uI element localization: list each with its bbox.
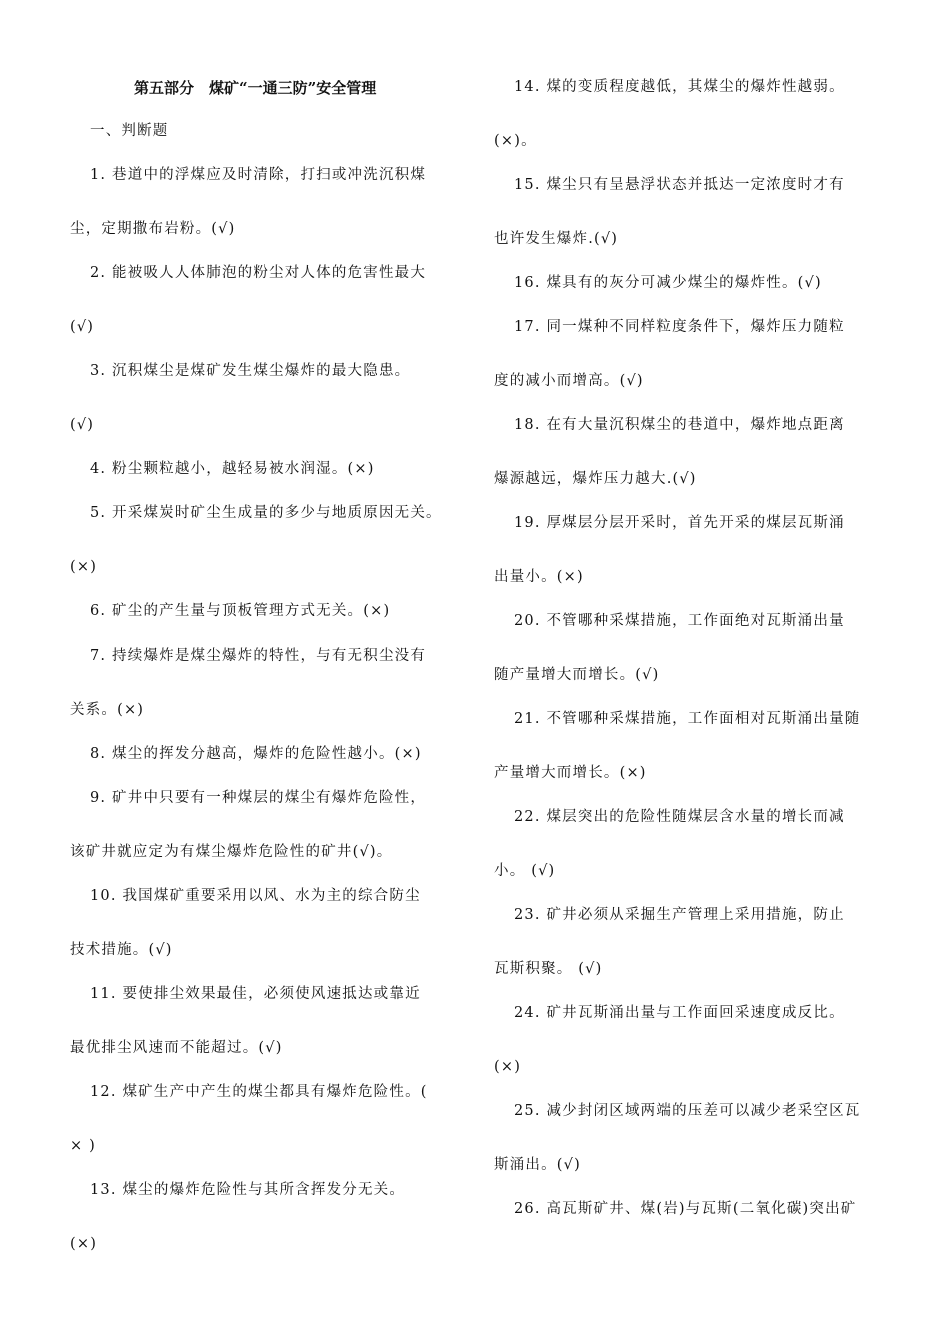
text-line: 关系。(×) (70, 702, 145, 718)
text-line: 6. 矿尘的产生量与顶板管理方式无关。(×) (90, 603, 391, 619)
text-line: (×) (70, 559, 98, 575)
text-line: 爆源越远，爆炸压力越大.(√) (494, 471, 697, 487)
text-line: 9. 矿井中只要有一种煤层的煤尘有爆炸危险性， (90, 790, 427, 806)
section-title: 第五部分 煤矿“一通三防”安全管理 (134, 79, 377, 97)
text-line: 15. 煤尘只有呈悬浮状态并抵达一定浓度时才有 (514, 177, 845, 193)
text-line: 21. 不管哪种采煤措施，工作面相对瓦斯涌出量随 (514, 711, 861, 727)
text-line: (√) (70, 417, 95, 433)
text-line: 技术措施。(√) (70, 942, 173, 958)
text-line: 瓦斯积聚。 (√) (494, 961, 603, 977)
text-line: 26. 高瓦斯矿井、煤(岩)与瓦斯(二氧化碳)突出矿 (514, 1201, 857, 1217)
text-line: 20. 不管哪种采煤措施，工作面绝对瓦斯涌出量 (514, 613, 845, 629)
text-line: 1. 巷道中的浮煤应及时清除，打扫或冲洗沉积煤 (90, 167, 427, 183)
text-line: × ) (70, 1138, 97, 1154)
text-line: (×)。 (494, 133, 537, 149)
text-line: 12. 煤矿生产中产生的煤尘都具有爆炸危险性。( (90, 1084, 428, 1100)
text-line: 23. 矿井必须从采掘生产管理上采用措施，防止 (514, 907, 845, 923)
text-line: 7. 持续爆炸是煤尘爆炸的特性，与有无积尘没有 (90, 648, 427, 664)
text-line: 5. 开采煤炭时矿尘生成量的多少与地质原因无关。 (90, 505, 442, 521)
text-line: 10. 我国煤矿重要采用以风、水为主的综合防尘 (90, 888, 421, 904)
text-line: 随产量增大而增长。(√) (494, 667, 660, 683)
text-line: 17. 同一煤种不同样粒度条件下，爆炸压力随粒 (514, 319, 845, 335)
text-line: 小。 (√) (494, 863, 556, 879)
text-line: 13. 煤尘的爆炸危险性与其所含挥发分无关。 (90, 1182, 406, 1198)
text-line: 该矿井就应定为有煤尘爆炸危险性的矿井(√)。 (70, 844, 393, 860)
text-line: 16. 煤具有的灰分可减少煤尘的爆炸性。(√) (514, 275, 822, 291)
text-line: 14. 煤的变质程度越低，其煤尘的爆炸性越弱。 (514, 79, 845, 95)
text-line: 3. 沉积煤尘是煤矿发生煤尘爆炸的最大隐患。 (90, 363, 411, 379)
text-line: (√) (70, 319, 95, 335)
text-line: 斯涌出。(√) (494, 1157, 581, 1173)
text-line: 最优排尘风速而不能超过。(√) (70, 1040, 283, 1056)
text-line: 18. 在有大量沉积煤尘的巷道中，爆炸地点距离 (514, 417, 845, 433)
text-line: 11. 要使排尘效果最佳，必须使风速抵达或靠近 (90, 986, 421, 1002)
text-line: 2. 能被吸人人体肺泡的粉尘对人体的危害性最大 (90, 265, 427, 281)
text-line: 24. 矿井瓦斯涌出量与工作面回采速度成反比。 (514, 1005, 845, 1021)
text-line: 8. 煤尘的挥发分越高，爆炸的危险性越小。(×) (90, 746, 422, 762)
text-line: 度的减小而增高。(√) (494, 373, 644, 389)
text-line: 25. 减少封闭区域两端的压差可以减少老采空区瓦 (514, 1103, 861, 1119)
subsection-heading: 一、判断题 (90, 123, 169, 139)
text-line: 产量增大而增长。(×) (494, 765, 647, 781)
text-line: (×) (70, 1236, 98, 1252)
text-line: 22. 煤层突出的危险性随煤层含水量的增长而减 (514, 809, 845, 825)
text-line: 19. 厚煤层分层开采时，首先开采的煤层瓦斯涌 (514, 515, 845, 531)
text-line: 出量小。(×) (494, 569, 584, 585)
text-line: 4. 粉尘颗粒越小，越轻易被水润湿。(×) (90, 461, 375, 477)
text-line: 也许发生爆炸.(√) (494, 231, 619, 247)
text-line: 尘，定期撒布岩粉。(√) (70, 221, 236, 237)
text-line: (×) (494, 1059, 522, 1075)
